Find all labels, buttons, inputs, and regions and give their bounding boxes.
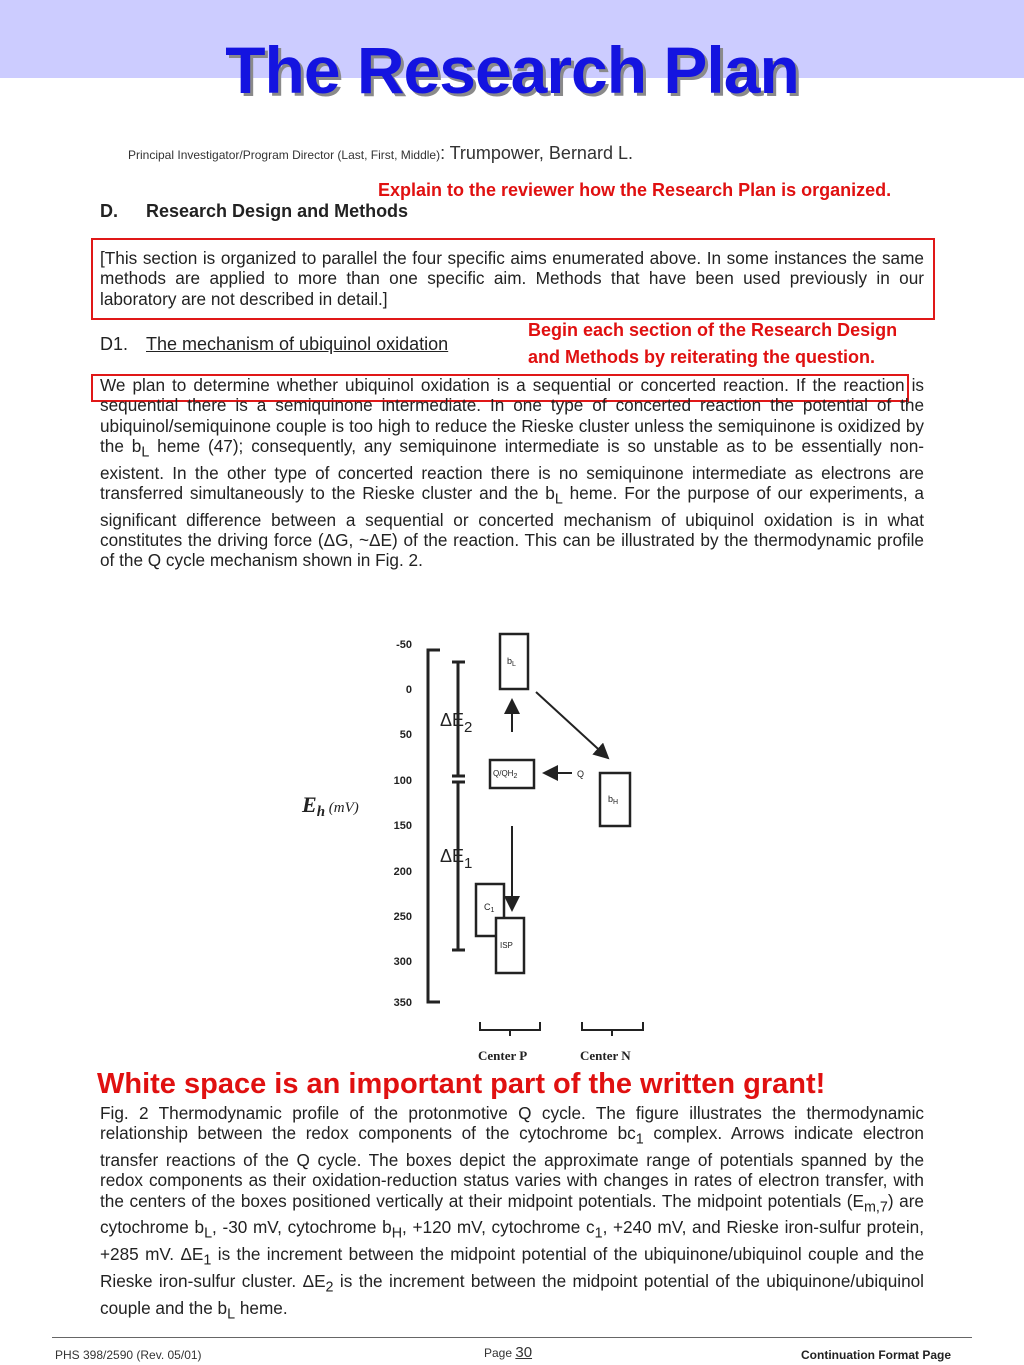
pi-name: Trumpower, Bernard L. — [449, 143, 633, 163]
caption-text-9: heme. — [235, 1297, 288, 1318]
box-bh-sub: H — [613, 799, 619, 806]
tick-label: 100 — [393, 775, 412, 787]
tick-label: 250 — [393, 911, 412, 923]
page-footer — [0, 1337, 1024, 1365]
section-d1-heading — [100, 334, 448, 355]
caption-sub-h: H — [391, 1225, 403, 1242]
caption-sub-l2: L — [227, 1306, 236, 1322]
caption-sub-m7: m,7 — [863, 1199, 888, 1216]
delta-e2-label — [440, 710, 472, 736]
section-d1-paragraph — [100, 375, 924, 571]
tick-label: 150 — [393, 820, 412, 832]
section-d-intro: [This section is organized to parallel the four specific aims enumerated above. In some instances the same methods are applied to more than one specific aim. Methods that have been used previously in our laboratory are not described in detail.] — [100, 248, 924, 309]
q-label: Q — [577, 769, 585, 779]
axis-label-h: h — [316, 804, 326, 820]
axis-label-unit: (mV) — [325, 800, 359, 816]
box-qqh2-main: Q/QH — [493, 769, 514, 778]
annotation-reiterate-line1: Begin each section of the Research Design — [528, 320, 898, 340]
axis-label-e: E — [302, 792, 317, 817]
annotation-reiterate-line2: and Methods by reiterating the question. — [528, 347, 876, 367]
y-axis-label — [301, 792, 359, 820]
d1-text-a: We plan to determine whether ubiquinol oxidation is a sequential or concerted reaction. If the reaction is sequential there is a semiquinone intermediate. In one type of concerted reaction the potential of the ubiquinol/semiquinone couple is too high to reduce the Rieske cluster unless the semiquinone is oxidized by the b — [100, 375, 924, 456]
delta-e2-main: ΔE — [440, 710, 465, 730]
d1-sub-l-1: L — [141, 444, 150, 461]
caption-text-3: ) are cytochrome b — [100, 1190, 924, 1238]
footer-page-label: Page — [484, 1346, 516, 1360]
footer-form-id: PHS 398/2590 (Rev. 05/01) — [55, 1348, 202, 1362]
section-d1-number: D1. — [100, 334, 129, 354]
pi-label: Principal Investigator/Program Director (Last, First, Middle) — [128, 148, 441, 162]
tick-label: 300 — [393, 956, 412, 968]
caption-sub-l: L — [204, 1225, 213, 1242]
box-bh-main: b — [608, 794, 614, 804]
arrow-bl-to-bh — [536, 692, 608, 758]
footer-rule — [52, 1337, 972, 1338]
box-bl-main: b — [507, 656, 513, 666]
center-p-bracket — [480, 1022, 540, 1036]
section-d1-title: The mechanism of ubiquinol oxidation — [146, 334, 449, 354]
caption-text-2: complex. Arrows indicate electron transfer reactions of the Q cycle. The boxes depict the approximate range of potentials spanned by the redox components as their oxidation-reduction status varies with changes in rates of electron transfer, with the centers of the boxes positioned vertically at their midpoint potentials. The midpoint potentials (E — [100, 1123, 924, 1211]
d1-text-b: heme (47); consequently, any semiquinone intermediate is so unstable as to be essentially non-existent. In the other type of concerted reaction there is no semiquinone intermediate as electrons are transferred simultaneously to the Rieske cluster and the b — [100, 435, 924, 503]
section-d-heading — [100, 201, 408, 222]
tick-label: 50 — [399, 729, 412, 741]
delta-e1-main: ΔE — [440, 846, 465, 866]
thermodynamic-profile-figure — [290, 630, 670, 1070]
y-axis-ticks — [394, 639, 412, 1009]
caption-text-7: is the increment between the midpoint potential of the ubiquinone/ubiquinol couple and the Rieske iron-sulfur cluster. ΔE — [100, 1244, 925, 1291]
tick-label: 0 — [405, 684, 412, 696]
box-qqh2-sub: 2 — [513, 773, 518, 780]
caption-sub-e1: 1 — [203, 1252, 212, 1269]
caption-sub-c1: 1 — [594, 1225, 603, 1242]
center-n-bracket — [582, 1022, 643, 1036]
d1-sub-l-2: L — [554, 491, 563, 508]
caption-text-5: , +120 mV, cytochrome c — [402, 1217, 595, 1238]
tick-label: 350 — [393, 997, 412, 1009]
center-n-label: Center N — [580, 1048, 631, 1063]
caption-sub-e2: 2 — [325, 1279, 334, 1296]
figure-caption — [100, 1103, 924, 1324]
annotation-reiterate — [528, 317, 1008, 371]
footer-page-number: 30 — [515, 1344, 533, 1361]
caption-sub-1: 1 — [635, 1131, 644, 1148]
pi-header — [128, 143, 633, 164]
delta-e2-sub: 2 — [464, 719, 473, 736]
caption-text-6: , +240 mV, and Rieske iron-sulfur protein, +285 mV. ΔE — [100, 1217, 924, 1265]
delta-e1-sub: 1 — [464, 855, 473, 872]
potential-bracket — [428, 650, 440, 1002]
box-isp-label: ISP — [500, 941, 513, 950]
pi-colon: : — [440, 143, 446, 163]
section-d-number: D. — [100, 201, 118, 221]
footer-continuation: Continuation Format Page — [801, 1348, 951, 1362]
slide-title: The Research Plan — [225, 33, 799, 107]
caption-text-4: , -30 mV, cytochrome b — [212, 1217, 392, 1238]
section-d-title: Research Design and Methods — [146, 201, 409, 221]
annotation-organized: Explain to the reviewer how the Research Plan is organized. — [378, 180, 892, 200]
tick-label: 200 — [393, 866, 412, 878]
box-bl-sub: L — [512, 661, 516, 668]
delta-e1-label — [440, 846, 472, 872]
box-c1-sub: 1 — [490, 907, 495, 914]
annotation-white-space: White space is an important part of the written grant! — [97, 1068, 826, 1100]
center-p-label: Center P — [478, 1048, 528, 1063]
footer-page — [484, 1344, 532, 1361]
caption-text-1: Fig. 2 Thermodynamic profile of the protonmotive Q cycle. The figure illustrates the thermodynamic relationship between the redox components of the cytochrome bc — [100, 1103, 924, 1144]
tick-label: -50 — [396, 639, 412, 651]
d1-text-c: heme. For the purpose of our experiments, a significant difference between a sequential or concerted mechanism of ubiquinol oxidation is in what constitutes the driving force (ΔG, ~ΔE) of the reaction. This can be illustrated by the thermodynamic profile of the Q cycle mechanism shown in Fig. 2. — [100, 482, 924, 571]
box-c1-main: C — [484, 902, 491, 912]
caption-text-8: is the increment between the midpoint potential of the ubiquinone/ubiquinol couple and the b — [100, 1270, 925, 1318]
